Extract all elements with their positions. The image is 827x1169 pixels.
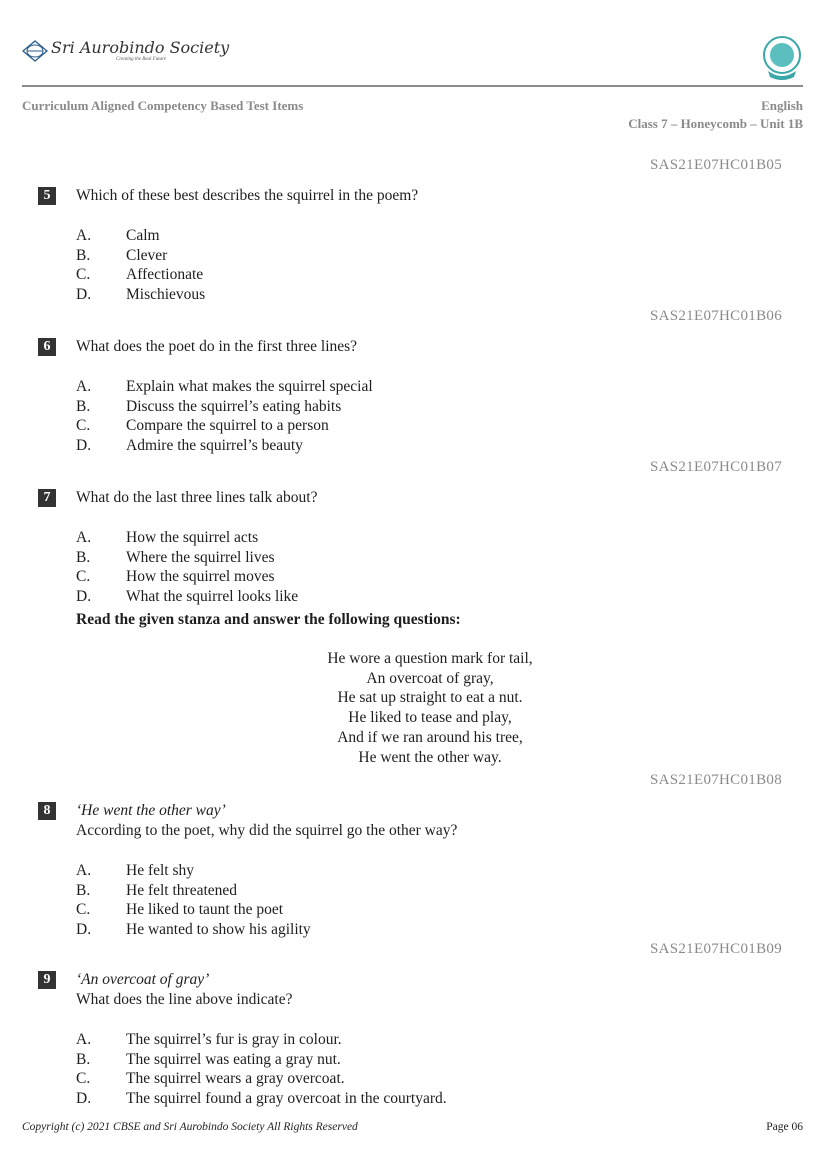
question-text: What does the line above indicate? bbox=[76, 991, 293, 1008]
option[interactable]: A. Calm bbox=[76, 227, 160, 244]
poem-line: He liked to tease and play, bbox=[348, 709, 512, 727]
question-number: 8 bbox=[38, 802, 56, 820]
option[interactable]: B. Discuss the squirrel’s eating habits bbox=[76, 397, 342, 415]
item-code: SAS21E07HC01B09 bbox=[649, 941, 782, 957]
question-quote: ‘He went the other way’ bbox=[76, 802, 226, 819]
option[interactable]: B. He felt threatened bbox=[76, 881, 238, 899]
options-list bbox=[76, 528, 298, 606]
cbse-seal-logo bbox=[762, 35, 802, 81]
question-number: 6 bbox=[38, 338, 56, 356]
item-code: SAS21E07HC01B05 bbox=[649, 157, 782, 173]
subject-label: English bbox=[761, 98, 803, 113]
poem-line: He went the other way. bbox=[358, 748, 502, 766]
header-divider bbox=[22, 85, 803, 87]
item-code: SAS21E07HC01B07 bbox=[649, 459, 782, 475]
item-code: SAS21E07HC01B08 bbox=[649, 772, 782, 788]
poem-line: He wore a question mark for tail, bbox=[327, 650, 533, 667]
option[interactable]: C. Affectionate bbox=[76, 266, 204, 283]
instruction: Read the given stanza and answer the following questions: bbox=[76, 611, 461, 628]
document-title: Curriculum Aligned Competency Based Test Items bbox=[22, 98, 304, 113]
option[interactable]: D. He wanted to show his agility bbox=[76, 920, 311, 938]
option[interactable]: D. The squirrel found a gray overcoat in the courtyard. bbox=[76, 1089, 447, 1107]
item-code: SAS21E07HC01B06 bbox=[649, 308, 782, 324]
sri-aurobindo-society-logo: Sri Aurobindo Society Creating the Real Future bbox=[22, 38, 192, 66]
option[interactable]: B. Where the squirrel lives bbox=[76, 548, 275, 566]
option[interactable]: D. Admire the squirrel’s beauty bbox=[76, 436, 303, 454]
option[interactable]: A. Explain what makes the squirrel special bbox=[76, 378, 373, 395]
class-info: Class 7 – Honeycomb – Unit 1B bbox=[628, 116, 803, 131]
page-number: Page 06 bbox=[766, 1121, 803, 1133]
option[interactable]: D. Mischievous bbox=[76, 285, 206, 303]
options-list bbox=[76, 377, 373, 455]
globe-icon bbox=[22, 40, 48, 62]
option[interactable]: A. How the squirrel acts bbox=[76, 529, 259, 546]
question-number: 5 bbox=[38, 187, 56, 205]
option[interactable]: D. What the squirrel looks like bbox=[76, 587, 299, 605]
option[interactable]: C. He liked to taunt the poet bbox=[76, 901, 284, 918]
option[interactable]: C. The squirrel wears a gray overcoat. bbox=[76, 1070, 345, 1087]
options-list bbox=[76, 226, 205, 304]
option[interactable]: B. The squirrel was eating a gray nut. bbox=[76, 1050, 341, 1068]
question-text: What do the last three lines talk about? bbox=[76, 489, 318, 506]
poem-stanza bbox=[0, 649, 827, 767]
question-number: 7 bbox=[38, 489, 56, 507]
copyright-notice: Copyright (c) 2021 CBSE and Sri Aurobindo Society All Rights Reserved bbox=[22, 1121, 358, 1133]
option[interactable]: B. Clever bbox=[76, 246, 168, 264]
option[interactable]: A. The squirrel’s fur is gray in colour. bbox=[76, 1031, 342, 1048]
question-text: Which of these best describes the squirrel in the poem? bbox=[76, 187, 419, 204]
option[interactable]: C. How the squirrel moves bbox=[76, 568, 275, 585]
question-text: According to the poet, why did the squirrel go the other way? bbox=[76, 822, 458, 839]
option[interactable]: A. He felt shy bbox=[76, 862, 195, 879]
question-number: 9 bbox=[38, 971, 56, 989]
options-list bbox=[76, 861, 311, 939]
options-list bbox=[76, 1030, 447, 1108]
poem-line: He sat up straight to eat a nut. bbox=[337, 689, 523, 707]
option[interactable]: C. Compare the squirrel to a person bbox=[76, 417, 329, 434]
question-text: What does the poet do in the first three lines? bbox=[76, 338, 358, 355]
poem-line: An overcoat of gray, bbox=[366, 669, 494, 687]
poem-line: And if we ran around his tree, bbox=[337, 728, 523, 746]
question-quote: ‘An overcoat of gray’ bbox=[76, 971, 210, 988]
